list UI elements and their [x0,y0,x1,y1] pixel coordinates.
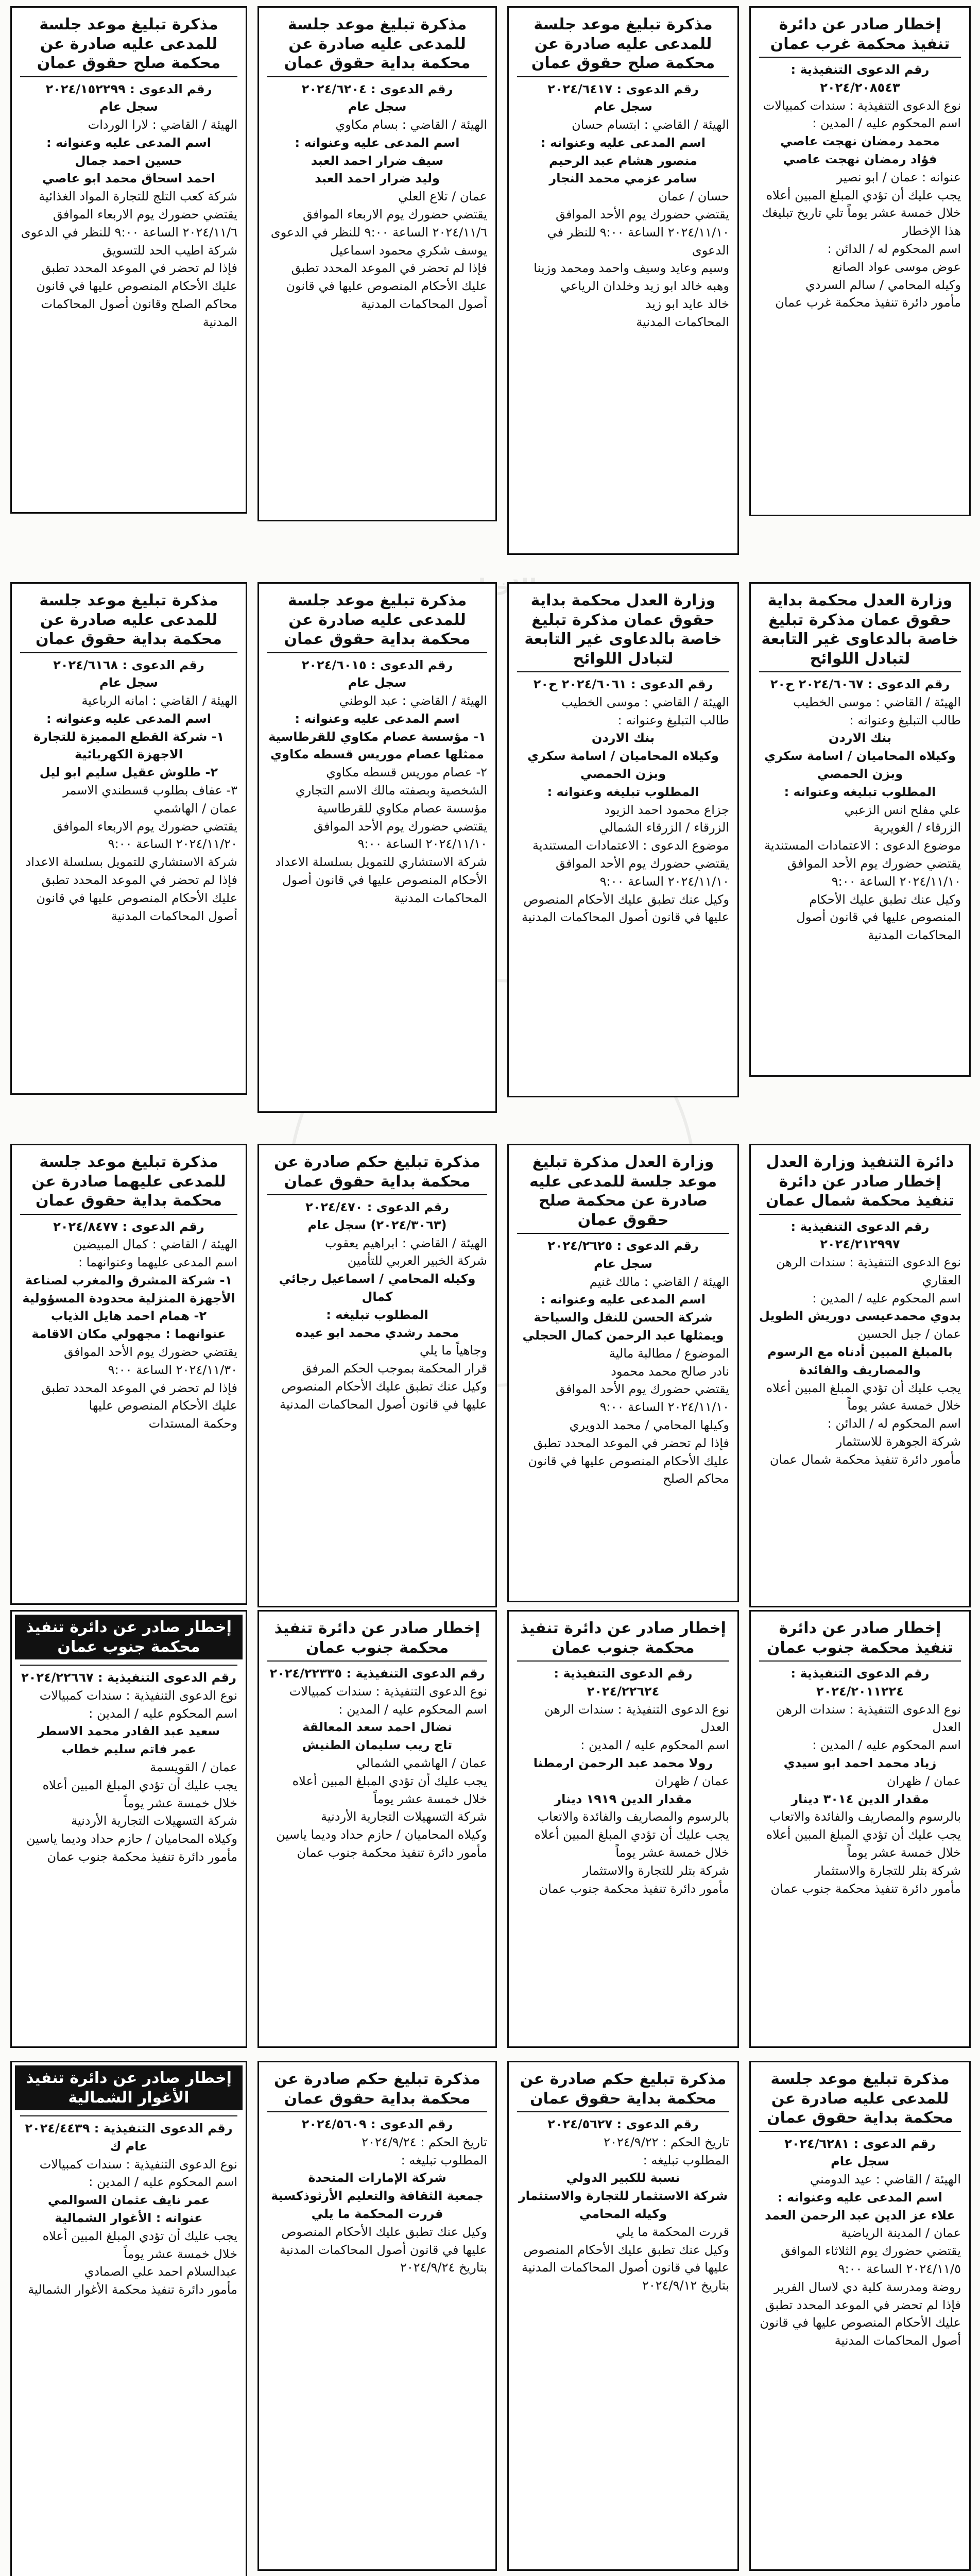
notice-line: اسم المدعى عليه وعنوانه : [295,711,460,726]
notice-line: ١- مؤسسة عصام مكاوي للقرطاسية [268,729,486,744]
notice-line: بدوي محمدعيسى دوريش الطويل [759,1309,961,1324]
divider [267,76,487,77]
notice-line: شركة اطيب الحد للتسويق [102,243,237,258]
notice-line: نوع الدعوى التنفيذية : سندات كمبيالات [39,1688,237,1703]
legal-notice [10,582,247,1095]
divider [517,671,729,672]
notice-line: الموضوع / مطالبة مالية [609,1346,729,1361]
notice-line: شركة التسهيلات التجارية الأردنية [71,1814,237,1828]
notice-heading: مذكرة تبليغ موعد جلسة للمدعى عليه صادرة عن محكمة صلح حقوق عمان [37,15,221,72]
notice-line: رقم الدعوى : ٢٠٢٤/٨٤٧٧ [53,1219,204,1234]
notice-heading: وزارة العدل مذكرة تبليغ موعد جلسة للمدعى عليه صادرة عن محكمة صلح حقوق عمان [529,1153,717,1229]
notice-line: وكيل عنك تطبق عليك الأحكام المنصوص عليها في قانون أصول المحاكمات المدنية [796,892,961,943]
notice-line: موضوع الدعوى : الاعتمادات المستندية [532,838,729,853]
notice-line: اسم المحكوم له / الدائن : [827,241,961,256]
legal-notice [749,6,971,516]
notice-line: مأمور دائرة تنفيذ محكمة غرب عمان [775,295,961,310]
notice-line: قرار المحكمة بموجب الحكم المرفق [302,1361,487,1376]
divider [267,652,487,653]
notice-line: وجاهياً ما يلي [419,1343,487,1358]
notice-heading: إخطار صادر عن دائرة تنفيذ محكمة جنوب عمان [274,1619,480,1657]
notice-line: عنوانهما : مجهولي مكان الاقامة [31,1327,226,1342]
notice-line: الهيئة / القاضي : لارا الوردات [88,117,237,132]
notice-line: اسم المدعى عليه وعنوانه : [777,2190,943,2205]
notice-line: زياد محمد احمد ابو سيدي [783,1755,937,1770]
notice-line: اسم المدعى عليهما وعنوانهما : [78,1255,237,1270]
legal-notice [749,2061,971,2571]
notice-line: يقتضي حضورك يوم الاربعاء الموافق ٢٠٢٤/١١/٦ الساعة ٩:٠٠ للنظر في الدعوى [270,207,487,240]
notice-line: وكيلاه المحاميان / اسامة سكري وبزن الحمصي [527,749,719,781]
notice-heading: وزارة العدل محكمة بداية حقوق عمان مذكرة تبليغ خاصة بالدعاوى غير التابعة لتبادل اللوائح [524,591,722,668]
legal-notice [10,1144,247,1605]
notice-line: الهيئة / القاضي : امانه الرباعية [81,693,237,708]
notice-line: عمان / الهاشمي [153,801,237,816]
notice-line: نوع الدعوى التنفيذية : سندات الرهن العدل [776,1702,961,1735]
divider [517,1660,729,1662]
notice-line: فإذا لم تحضر في الموعد المحدد تطبق عليك الأحكام المنصوص عليها في قانون أصول المحاكمات المدنية [760,2297,961,2348]
notice-line: منصور هشام عبد الرحيم [548,153,698,168]
notice-line: رقم الدعوى التنفيذية : ٢٠٢٤/٢٢٣٣٥ [269,1666,485,1681]
legal-notice [10,1610,247,2048]
notice-line: نوع الدعوى التنفيذية : سندات الرهن العدل [544,1702,729,1735]
notice-line: سجل عام [594,99,652,114]
notice-line: المطلوب تبليغه وعنوانه : [547,784,699,799]
notice-line: عمان / جبل الحسين [857,1327,961,1342]
notice-line: سجل عام [99,675,158,690]
divider [20,652,237,653]
divider [267,2111,487,2112]
notice-line: بالرسوم والمصاريف والفائدة والاتعاب [769,1809,961,1824]
notice-line: الأحكام المنصوص عليها في قانون أصول المحاكمات المدنية [282,873,487,905]
notice-line: وكيله المحامي [579,2206,667,2221]
notice-line: سجل عام [594,1256,652,1271]
notice-line: تاريخ الحكم : ٢٠٢٤/٩/٢٤ [362,2134,487,2149]
notice-line: يجب عليك أن تؤدي المبلغ المبين أعلاه خلال خمسة عشر يوماً [42,2228,237,2261]
notice-line: اسم المحكوم عليه / المدين : [338,1702,487,1717]
legal-notice [257,1610,497,2048]
divider [20,2115,237,2116]
notice-line: يوسف شكري محمود اسماعيل [330,243,487,258]
notice-line: رقم الدعوى التنفيذية : ٢٠٢٤/٤٤٣٩ عام ك [25,2121,233,2154]
notice-line: مأمور دائرة تنفيذ محكمة جنوب عمان [539,1881,729,1896]
notice-line: يجب عليك أن تؤدي المبلغ المبين أعلاه خلال خمسة عشر يوماً تلي تاريخ تبليغك هذا الإخطار [762,188,961,239]
notice-line: شركة بتلر للتجارة والاستثمار [814,1863,961,1878]
notice-line: الهيئة / القاضي : مالك غنيم [589,1274,729,1289]
notice-line: اسم المحكوم عليه / المدين : [89,1706,237,1721]
notice-line: سجل عام [99,99,158,114]
notice-line: رقم الدعوى : ٢٠٢٤/٦٠٦٧ ح٢٠ [770,677,950,691]
notice-line: شركة الاستشاري للتمويل بسلسلة الاعداد [275,855,487,870]
notice-heading: إخطار صادر عن دائرة تنفيذ محكمة جنوب عمان [766,1619,954,1657]
notice-line: الهيئة / القاضي : ابراهيم يعقوب [324,1235,487,1250]
notice-line: وكيلاه المحاميان / اسامة سكري وبزن الحمصي [764,749,956,781]
notice-line: الهيئة / القاضي : موسى الخطيب [561,694,729,709]
notice-line: شركة الخبير العربي للتأمين [347,1253,487,1268]
notice-line: قررت المحكمة ما يلي [311,2206,443,2221]
notice-line: مقدار الدين ١٩١٩ دينار [554,1791,692,1806]
notice-line: فإذا لم تحضر في الموعد المحدد تطبق عليك الأحكام المنصوص عليها [41,1380,237,1413]
notice-line: رقم الدعوى : ٢٠٢٤/٦٠١٥ [301,657,453,672]
notice-line: رقم الدعوى التنفيذية : ٢٠٢٤/٢٠٨٥٤٣ [790,62,930,95]
notice-line: سجل عام [831,2154,889,2169]
notice-line: اسم المدعى عليه وعنوانه : [540,1292,706,1307]
notice-line: علاء عز الدين عبد الرحمن العمد [765,2208,955,2223]
notice-line: رقم الدعوى : ٢٠٢٤/٥٦٠٩ [301,2117,453,2131]
notice-line: الزرقاء / الزرقاء الشمالي [599,820,729,835]
notice-line: يقتضي حضورك يوم الاربعاء الموافق ٢٠٢٤/١١/٢٠ الساعة ٩:٠٠ [53,819,237,852]
notice-line: بتاريخ ٢٠٢٤/٩/٢٤ [400,2260,487,2275]
notice-line: الهيئة / القاضي : ابتسام حسان [572,117,729,132]
notice-line: عمان / ظهران [886,1773,961,1788]
notice-line: وكيله المحامي / سالم السردي [805,277,961,292]
notice-line: المطلوب تبليغه : [326,1307,428,1322]
notice-heading: وزارة العدل محكمة بداية حقوق عمان مذكرة تبليغ خاصة بالدعاوى غير التابعة لتبادل اللوائح [761,591,959,668]
notice-line: الهيئة / القاضي : عيد الدومني [810,2172,961,2187]
notice-line: شركة الاستثمار للتجارة والاستثمار [518,2189,728,2204]
notice-line: حسان / عمان [658,189,729,204]
notice-line: سجل عام [348,99,407,114]
notice-line: اسم المحكوم له / الدائن : [827,1416,961,1431]
notice-line: رقم الدعوى : ٢٠٢٤/٥٦٢٧ [547,2117,699,2131]
notice-line: رقم الدعوى : ٢٠٢٤/١٥٢٢٩٩ [45,81,212,96]
notice-line: جزاع محمود احمد الزيود [604,802,729,817]
notice-heading: مذكرة تبليغ موعد جلسة للمدعى عليه صادرة عن محكمة بداية حقوق عمان [284,15,471,72]
legal-notice [507,1610,739,2048]
legal-notice [257,2061,497,2571]
notice-line: جمعية الثقافة والتعليم الأرثوذكسية [271,2189,484,2204]
notice-line: رقم الدعوى : ٢٠٢٤/٢٦٢٥ [547,1239,699,1253]
notice-heading: مذكرة تبليغ موعد جلسة للمدعى عليه صادرة عن محكمة بداية حقوق عمان [36,591,222,648]
notice-heading: مذكرة تبليغ موعد جلسة للمدعى عليه صادرة عن محكمة بداية حقوق عمان [767,2070,953,2127]
notice-line: المحاكمات المدنية [636,314,729,329]
notice-line: وليد ضرار احمد العبد [315,171,440,186]
notice-line: شركة الجوهرة للاستثمار [836,1434,961,1449]
notice-line: نوع الدعوى التنفيذية : سندات الرهن العقاري [776,1255,961,1287]
notice-line: نوع الدعوى التنفيذية : سندات كمبيالات [39,2157,237,2172]
notice-line: وكيل عنك تطبق عليك الأحكام المنصوص عليها في قانون أصول المحاكمات المدنية [522,2242,729,2275]
notice-line: وكيل عنك تطبق عليك الأحكام المنصوص عليها في قانون أصول المحاكمات المدنية [280,1379,487,1412]
notice-line: نادر صالح محمد محمود [611,1364,729,1379]
notice-line: ١- شركة المشرق والمغرب لصناعة الأجهزة المنزلية محدودة المسؤولية [22,1273,235,1306]
notice-line: احمد اسحاق محمد ابو عاصي [42,171,215,186]
notice-line: الشخصية وبصفته مالك الاسم التجاري [295,783,487,798]
notice-line: وكيل عنك تطبق عليك الأحكام المنصوص عليها في قانون أصول المحاكمات المدنية [522,892,729,925]
legal-notice [749,582,971,1077]
notice-line: اسم المدعى عليه وعنوانه : [540,135,706,150]
divider [759,1214,961,1215]
notice-line: فإذا لم تحضر في الموعد المحدد تطبق عليك الأحكام المنصوص عليها في قانون أصول المحاكمات المدنية [286,261,487,312]
notice-line: مأمور دائرة تنفيذ محكمة جنوب عمان [47,1849,237,1864]
notice-line: بالرسوم والمصاريف والفائدة والاتعاب [537,1809,729,1824]
notice-line: رقم الدعوى : ٢٠٢٤/٦٢٨١ [784,2136,936,2151]
notice-line: قررت المحكمة ما يلي [616,2224,729,2239]
notice-line: نضال احمد سعد المعالقة [302,1720,452,1735]
notice-heading: إخطار صادر عن دائرة تنفيذ محكمة جنوب عمان [15,1615,243,1659]
notice-line: خالد عايد ابو زيد [645,297,729,312]
notice-line: الهيئة / القاضي : كمال المبيضين [73,1237,237,1252]
notice-line: عمان / تلاع العلي [398,189,487,204]
notice-line: وكيلها المحامي / محمد الدويري [569,1417,729,1432]
notice-line: يقتضي حضورك يوم الأحد الموافق ٢٠٢٤/١١/١٠ الساعة ٩:٠٠ [556,1382,729,1415]
legal-notice [749,1610,971,2048]
notice-line: عنوانه : عمان / ابو نصير [836,170,961,184]
notice-line: شركة الاستشاري للتمويل بسلسلة الاعداد [25,855,237,870]
notice-line: رقم الدعوى : ٢٠٢٤/٦٤١٧ [547,81,699,96]
notice-line: فإذا لم تحضر في الموعد المحدد تطبق عليك الأحكام المنصوص عليها في قانون أصول المحاكمات المدنية [36,873,237,923]
divider [267,1194,487,1195]
notice-line: مأمور دائرة تنفيذ محكمة الأغوار الشمالية [28,2282,237,2297]
notice-line: رقم الدعوى التنفيذية : ٢٠٢٤/٢٢٦٢٤ [554,1666,693,1699]
legal-notice [257,6,497,521]
notice-line: سامر عزمي محمد النجار [549,171,697,186]
notice-line: المطلوب تبليغه وعنوانه : [784,784,936,799]
notice-line: وكيلاه المحاميان / حازم حداد وديما ياسين [276,1827,487,1842]
notice-heading: إخطار صادر عن دائرة تنفيذ محكمة غرب عمان [770,15,950,53]
notice-line: نوع الدعوى التنفيذية : سندات كمبيالات [763,98,961,113]
legal-notice [507,6,739,555]
notice-line: تاج ريب سليمان الطنيش [302,1738,453,1753]
notice-line: يجب عليك أن تؤدي المبلغ المبين أعلاه خلال خمسة عشر يوماً [534,1827,729,1860]
notice-line: تاريخ الحكم : ٢٠٢٤/٩/٢٢ [604,2134,729,2149]
notice-line: نوع الدعوى التنفيذية : سندات كمبيالات [289,1684,487,1699]
notice-line: رقم الدعوى : ٢٠٢٤/٦١٦٨ [53,657,204,672]
notice-line: يجب عليك أن تؤدي المبلغ المبين أعلاه خلال خمسة عشر يوماً [766,1827,961,1860]
notice-line: الهيئة / القاضي : بسام مكاوي [335,117,487,132]
notice-line: وكيلاه المحاميان / حازم حداد وديما ياسين [26,1832,237,1846]
notice-heading: مذكرة تبليغ موعد جلسة للمدعى عليه صادرة عن محكمة بداية حقوق عمان [284,591,471,648]
notice-line: عمان / الهاشمي الشمالي [356,1755,487,1770]
notice-line: وحكمة المستدات [148,1416,237,1431]
notice-line: محمد رمضان نهجت عاصي [780,134,940,149]
notice-line: يقتضي حضورك يوم الاربعاء الموافق ٢٠٢٤/١١/٦ الساعة ٩:٠٠ للنظر في الدعوى [21,207,237,240]
notice-line: ٣- عفاف بطلوب قسطندي الاسمر [63,783,237,798]
notice-heading: دائرة التنفيذ وزارة العدل إخطار صادر عن دائرة تنفيذ محكمة شمال عمان [765,1153,955,1210]
notice-heading: مذكرة تبليغ موعد جلسة للمدعى عليهما صادرة عن محكمة بداية حقوق عمان [31,1153,226,1210]
notice-line: ممثلها عصام موريس قسطه مكاوي [270,747,484,762]
divider [759,2131,961,2132]
divider [759,1660,961,1662]
notice-line: اسم المدعى عليه وعنوانه : [46,135,212,150]
legal-notice [507,582,739,1097]
notice-line: الزرقاء / الغويرية [873,820,961,835]
notice-line: اسم المحكوم عليه / المدين : [89,2175,237,2190]
notice-line: عوض موسى عواد الصانع [832,259,961,274]
notice-heading: مذكرة تبليغ موعد جلسة للمدعى عليه صادرة عن محكمة صلح حقوق عمان [531,15,715,72]
notice-line: وكيله المحامي / اسماعيل رجائي كمال [279,1272,476,1304]
notice-line: اسم المحكوم عليه / المدين : [812,1738,961,1753]
notice-line: يقتضي حضورك يوم الأحد الموافق ٢٠٢٤/١١/١٠ الساعة ٩:٠٠ [556,856,729,889]
notice-line: مأمور دائرة تنفيذ محكمة جنوب عمان [770,1881,961,1896]
notice-line: يقتضي حضورك يوم الأحد الموافق ٢٠٢٤/١١/١٠ الساعة ٩:٠٠ [314,819,487,852]
notice-line: سعيد عبد القادر محمد الاسطر [37,1724,220,1739]
notice-line: رولا محمد عبد الرحمن ارمطنا [533,1755,713,1770]
notice-line: حسين احمد جمال [75,153,183,168]
divider [759,671,961,672]
notice-line: يجب عليك أن تؤدي المبلغ المبين أعلاه خلال خمسة عشر يوماً [292,1773,487,1806]
divider [517,76,729,77]
notice-line: وهبه خالد ابو زيد وخلدان الرياعي [560,279,729,294]
notice-line: عمر فاتم سليم خطاب [61,1742,196,1757]
notice-line: مقدار الدين ٣٠١٤ دينار [791,1791,929,1806]
legal-notice [10,6,247,514]
notice-line: طالب التبليغ وعنوانه : [849,713,961,727]
notice-line: بنك الاردن [828,731,892,745]
legal-notice [507,1144,739,1602]
notice-line: الهيئة / القاضي : عبد الوطني [339,693,487,708]
notice-line: عمان / المدينة الرياضية [840,2226,961,2241]
notice-line: عنوانه : الأغوار الشمالية [55,2210,203,2225]
legal-notice [257,582,497,1113]
divider [20,1665,237,1666]
divider [20,76,237,77]
legal-notice [10,2061,247,2576]
notice-line: رقم الدعوى التنفيذية : ٢٠٢٤/٢٢٦٦٧ [21,1670,236,1685]
notice-line: ويمثلها عبد الرحمن كمال الحجلي [522,1328,724,1343]
notice-line: محمد رشدي محمد ابو عيده [295,1325,459,1340]
notice-line: عمر نايف عثمان السوالمي [47,2193,210,2208]
notice-line: يقتضي حضورك يوم الأحد الموافق ٢٠٢٤/١١/٣٠ الساعة ٩:٠٠ [64,1345,237,1377]
notice-line: اسم المدعى عليه وعنوانه : [295,135,460,150]
notice-heading: إخطار صادر عن دائرة تنفيذ محكمة جنوب عمان [520,1619,726,1657]
notice-line: سجل عام [348,675,407,690]
notice-line: رقم الدعوى التنفيذية : ٢٠٢٤/٢٠١١٢٢٤ [790,1666,930,1699]
notice-line: شركة الحسن للنقل والسياحة [534,1310,713,1325]
notice-line: مأمور دائرة تنفيذ محكمة جنوب عمان [297,1845,487,1860]
divider [20,1214,237,1215]
legal-notice [749,1144,971,1607]
notice-line: شركة كعب التلج للتجارة المواد الغذائية [39,189,237,204]
divider [267,1660,487,1662]
notice-line: رقم الدعوى التنفيذية : ٢٠٢٤/٢١٢٩٩٧ [790,1219,930,1252]
notice-line: علي مفلح انس الزعبي [844,802,961,817]
notice-line: ٢- همام احمد هايل الذياب [50,1309,207,1324]
notice-line: شركة التسهيلات التجارية الأردنية [321,1809,487,1824]
notice-line: ٢- عصام موريس قسطه مكاوي [326,765,487,780]
notice-line: فإذا لم تحضر في الموعد المحدد تطبق عليك الأحكام المنصوص عليها في قانون محاكم الصلح [528,1435,729,1486]
notice-line: فإذا لم تحضر في الموعد المحدد تطبق عليك الأحكام المنصوص عليها في قانون محاكم الصلح وقانون أصول المحاكمات المدنية [36,261,237,329]
notice-heading: مذكرة تبليغ حكم صادرة عن محكمة بداية حقوق عمان [520,2070,727,2108]
notice-line: موضوع الدعوى : الاعتمادات المستندية [764,838,961,853]
notice-line: ٢- طلوش عقيل سليم ابو ليل [39,765,218,780]
legal-notice [507,2061,739,2571]
notice-line: رقم الدعوى : ٢٠٢٤/٤٧٠ (٢٠٢٤/٣٠٦٣) سجل عام [305,1200,449,1232]
notice-line: اسم المحكوم عليه / المدين : [812,116,961,131]
notice-line: روضة ومدرسة كلية دي لاسال الفرير [774,2279,961,2294]
notice-line: فؤاد رمضان نهجت عاصي [783,151,937,166]
notice-line: الهيئة / القاضي : موسى الخطيب [793,694,961,709]
notice-line: اسم المحكوم عليه / المدين : [580,1738,729,1753]
notice-line: اسم المحكوم عليه / المدين : [812,1291,961,1306]
notice-heading: إخطار صادر عن دائرة تنفيذ الأغوار الشمالية [15,2065,243,2110]
notice-line: رقم الدعوى : ٢٠٢٤/٦٠٦١ ح٢٠ [533,677,713,691]
notice-line: مأمور دائرة تنفيذ محكمة شمال عمان [769,1452,961,1467]
notice-line: بتاريخ ٢٠٢٤/٩/١٢ [642,2278,729,2293]
notice-line: شركة بتلر للتجارة والاستثمار [582,1863,729,1878]
notice-line: شركة الإمارات المتحدة [308,2171,446,2185]
notice-line: سيف ضرار احمد العبد [311,153,444,168]
notice-line: وكيل عنك تطبق عليك الأحكام المنصوص عليها في قانون أصول المحاكمات المدنية [280,2224,487,2257]
notice-line: نسبة للكبير الدولي [566,2171,680,2185]
notice-line: اسم المدعى عليه وعنوانه : [46,711,212,726]
notice-line: بالمبلغ المبين أدناه مع الرسوم والمصاريف والفائدة [767,1345,953,1377]
notice-line: يقتضي حضورك يوم الثلاثاء الموافق ٢٠٢٤/١١/٥ الساعة ٩:٠٠ [781,2244,961,2277]
notice-line: يجب عليك أن تؤدي المبلغ المبين أعلاه خلال خمسة عشر يوماً [42,1777,237,1810]
notice-line: يجب عليك أن تؤدي المبلغ المبين أعلاه خلال خمسة عشر يوماً [766,1380,961,1413]
divider [759,57,961,58]
notice-line: عمان / القويسمة [150,1759,237,1774]
notice-line: المطلوب تبليغه : [401,2153,487,2167]
notice-line: يقتضي حضورك يوم الأحد الموافق ٢٠٢٤/١١/١٠ الساعة ٩:٠٠ للنظر في الدعوى [547,207,729,258]
notice-line: عمان / ظهران [655,1773,729,1788]
notice-line: مؤسسة عصام مكاوي للقرطاسية [317,801,487,816]
notice-heading: مذكرة تبليغ حكم صادرة عن محكمة بداية حقوق عمان [274,1153,480,1191]
notice-line: المطلوب تبليغه : [643,2153,729,2167]
divider [517,2111,729,2112]
notice-line: وسيم وعايد وسيف واحمد ومحمد وزينا [534,261,729,276]
notice-heading: مذكرة تبليغ حكم صادرة عن محكمة بداية حقوق عمان [274,2070,480,2108]
notice-line: عبدالسلام احمد علي الصمادي [84,2264,237,2279]
notice-line: بنك الاردن [591,731,655,745]
legal-notice [257,1144,497,1607]
notice-line: طالب التبليغ وعنوانه : [617,713,729,727]
notice-line: ١- شركة القطع المميزة للتجارة الاجهزة الكهربائية [33,729,225,762]
notice-line: رقم الدعوى : ٢٠٢٤/٦٢٠٤ [301,81,453,96]
notice-line: يقتضي حضورك يوم الأحد الموافق ٢٠٢٤/١١/١٠ الساعة ٩:٠٠ [787,856,961,889]
divider [517,1233,729,1234]
